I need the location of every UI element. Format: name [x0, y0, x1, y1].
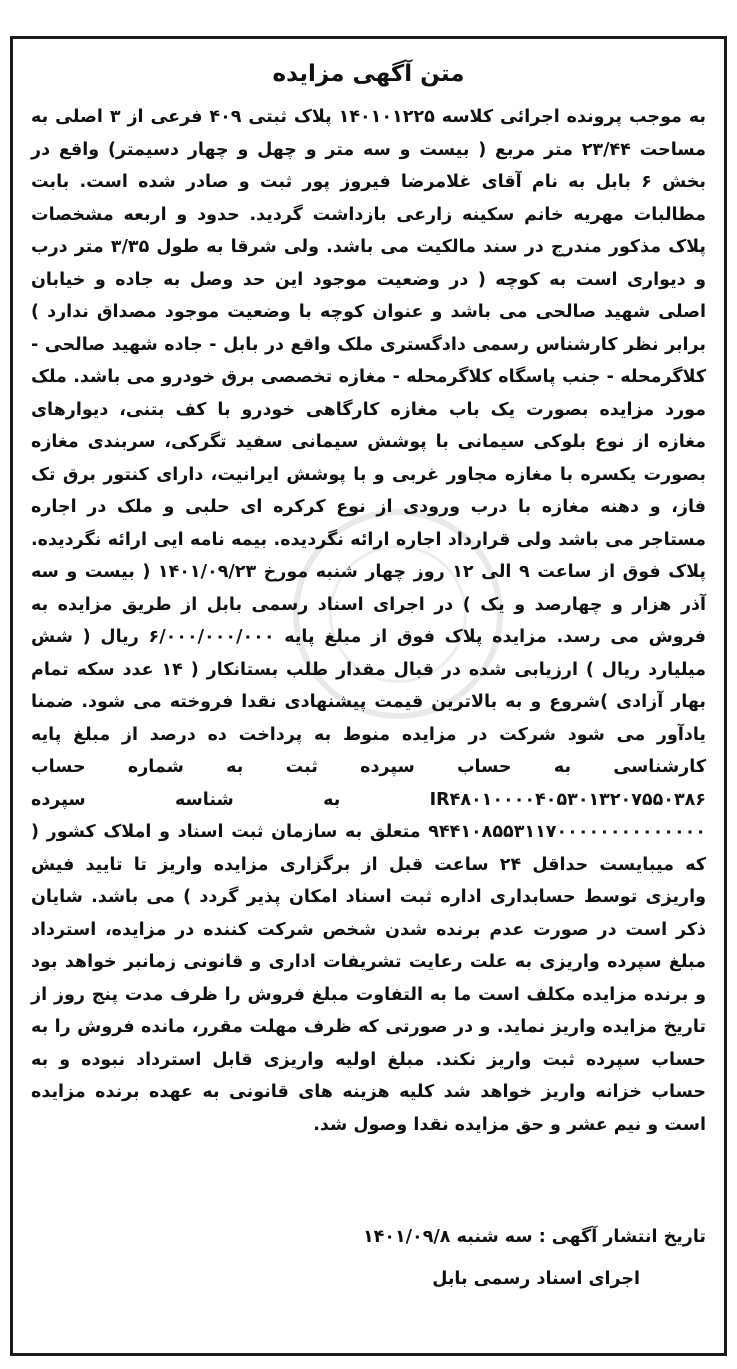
notice-body: به موجب پرونده اجرائی کلاسه ۱۴۰۱۰۱۲۲۵ پلاک ثبتی ۴۰۹ فرعی از ۳ اصلی به مساحت ۲۳/۴۴ متر مربع ( بیست و سه متر و چهل و چهار دسیمتر) واقع در بخش ۶ بابل به نام آقای غلامرضا فیروز پور ثبت و صادر شده است. بابت مطالبات مهریه خانم سکینه زارعی بازداشت گردید. حدود و اربعه مشخصات پلاک مذکور مندرج در سند مالکیت می باشد. ولی شرقا به طول ۳/۳۵ متر درب و دیواری است به کوچه ( در وضعیت موجود این حد وصل به جاده و خیابان اصلی شهید صالحی می باشد و عنوان کوچه با وضعیت موجود مصداق ندارد ) برابر نظر کارشناس رسمی دادگستری ملک واقع در بابل - جاده شهید صالحی - کلاگرمحله - جنب پاسگاه کلاگرمحله - مغازه تخصصی برق خودرو می باشد. ملک مورد مزایده بصورت یک باب مغازه کارگاهی خودرو با کف بتنی، دیوارهای مغازه از نوع بلوکی سیمانی با پوشش سیمانی سفید تگرکی، سربندی مغازه بصورت یکسره با مغازه مجاور غربی و با پوشش ایرانیت، دارای کنتور برق تک فاز، و دهنه مغازه با درب ورودی از نوع کرکره ای حلبی و ملک در اجاره مستاجر می باشد ولی قرارداد اجاره ارائه نگردیده. بیمه نامه ایی ارائه نگردیده. پلاک فوق از ساعت ۹ الی ۱۲ روز چهار شنبه مورخ ۱۴۰۱/۰۹/۲۳ ( بیست و سه آذر هزار و چهارصد و یک ) در اجرای اسناد رسمی بابل از طریق مزایده به فروش می رسد. مزایده پلاک فوق از مبلغ پایه ۶/۰۰۰/۰۰۰/۰۰۰ ریال ( شش میلیارد ریال ) ارزیابی شده در قبال مقدار طلب بستانکار ( ۱۴ عدد سکه تمام بهار آزادی )شروع و به بالاترین قیمت پیشنهادی نقدا فروخته می شود. ضمنا یادآور می شود شرکت در مزایده منوط به پرداخت ده درصد از مبلغ پایه کارشناسی به حساب سپرده ثبت به شماره حساب IR۴۸۰۱۰۰۰۰۴۰۵۳۰۱۳۲۰۷۵۵۰۳۸۶ به شناسه سپرده ۹۴۴۱۰۸۵۵۳۱۱۷۰۰۰۰۰۰۰۰۰۰۰۰۰۰ متعلق به سازمان ثبت اسناد و املاک کشور ( که میبایست حداقل ۲۴ ساعت قبل از برگزاری مزایده واریز تا تایید فیش واریزی توسط حسابداری اداره ثبت اسناد امکان پذیر گردد ) می باشد. شایان ذکر است در صورت عدم برنده شدن شخص شرکت کننده در مزایده، استرداد مبلغ سپرده واریزی به علت رعایت تشریفات اداری و قانونی زمانبر خواهد بود و برنده مزایده مکلف است ما به التفاوت مبلغ فروش را ظرف مدت پنج روز از تاریخ مزایده واریز نماید. و در صورتی که ظرف مهلت مقرر، مانده فروش را به حساب سپرده ثبت واریز نکند. مبلغ اولیه واریزی قابل استرداد نبوده و به حساب خزانه واریز خواهد شد کلیه هزینه های قانونی به عهده برنده مزایده است و نیم عشر و حق مزایده نقدا وصول شد.: [31, 107, 707, 1135]
publication-date: تاریخ انتشار آگهی : سه شنبه ۱۴۰۱/۰۹/۸: [362, 1227, 706, 1247]
notice-frame: [10, 36, 727, 1356]
notice-title: متن آگهی مزایده: [272, 61, 465, 87]
issuer-signature: اجرای اسناد رسمی بابل: [432, 1269, 640, 1289]
